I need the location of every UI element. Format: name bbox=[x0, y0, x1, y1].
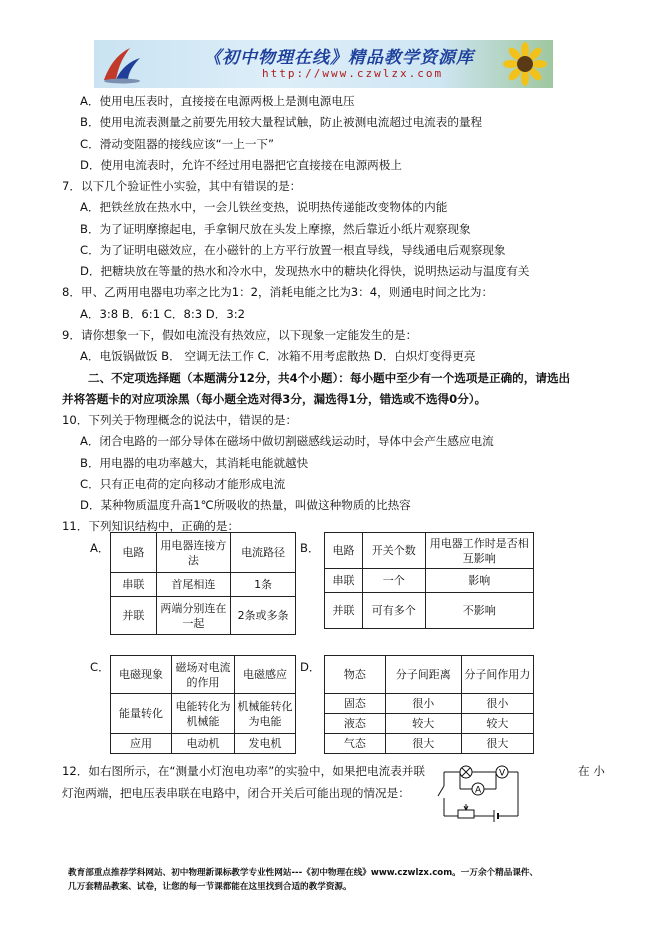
table-cell: 开关个数 bbox=[362, 533, 425, 569]
table-cell: 很大 bbox=[461, 734, 533, 754]
table-cell: 电路 bbox=[111, 533, 157, 573]
text-line: A．把铁丝放在热水中，一会儿铁丝变热，说明热传递能改变物体的内能 bbox=[80, 200, 448, 214]
logo-icon bbox=[100, 44, 144, 84]
table-row bbox=[325, 734, 534, 754]
voltmeter-label: V bbox=[499, 768, 506, 779]
table-cell: 较大 bbox=[461, 714, 533, 734]
option-b-label: B． bbox=[300, 541, 320, 555]
text-line: 7．以下几个验证性小实验，其中有错误的是： bbox=[62, 179, 302, 193]
table-cell: 较大 bbox=[385, 714, 461, 734]
table-cell: 用电器工作时是否相互影响 bbox=[425, 533, 533, 569]
text-line: B．为了证明摩擦起电，手拿铜尺放在头发上摩擦，然后靠近小纸片观察现象 bbox=[80, 222, 471, 236]
circuit-diagram bbox=[434, 762, 522, 824]
sunflower-icon bbox=[503, 42, 547, 86]
table-cell: 不影响 bbox=[425, 593, 533, 629]
footer-line-2: 几万套精品教案、试卷，让您的每一节课都能在这里找到合适的教学资源。 bbox=[68, 882, 352, 892]
table-c bbox=[110, 655, 296, 754]
table-cell: 气态 bbox=[325, 734, 386, 754]
text-line: A．闭合电路的一部分导体在磁场中做切割磁感线运动时，导体中会产生感应电流 bbox=[80, 434, 494, 448]
table-row bbox=[325, 694, 534, 714]
table-cell: 影响 bbox=[425, 569, 533, 593]
table-row bbox=[325, 533, 534, 569]
table-cell: 串联 bbox=[111, 573, 157, 597]
table-cell: 电流路径 bbox=[231, 533, 296, 573]
table-row bbox=[111, 734, 296, 754]
banner-title: 《初中物理在线》精品教学资源库 bbox=[204, 48, 474, 68]
header-banner bbox=[94, 40, 553, 88]
text-line: C．只有正电荷的定向移动才能形成电流 bbox=[80, 477, 286, 491]
table-cell: 用电器连接方法 bbox=[156, 533, 230, 573]
text-line: A．电饭锅做饭 B． 空调无法工作 C．冰箱不用考虑散热 D．白炽灯变得更亮 bbox=[80, 349, 476, 363]
text-line: D．使用电流表时，允许不经过用电器把它直接接在电源两极上 bbox=[80, 158, 402, 172]
table-cell: 很大 bbox=[385, 734, 461, 754]
table-cell: 电路 bbox=[325, 533, 363, 569]
text-line: B．用电器的电功率越大，其消耗电能就越快 bbox=[80, 456, 309, 470]
table-cell: 首尾相连 bbox=[156, 573, 230, 597]
option-c-label: C． bbox=[90, 660, 110, 674]
table-cell: 固态 bbox=[325, 694, 386, 714]
table-d bbox=[324, 655, 534, 754]
text-line: 12．如右图所示，在“测量小灯泡电功率”的实验中，如果把电流表并联 bbox=[62, 764, 425, 778]
table-cell: 机械能转化为电能 bbox=[234, 694, 295, 734]
table-cell: 并联 bbox=[111, 597, 157, 635]
text-line: C．为了证明电磁效应，在小磁针的上方平行放置一根直导线，导线通电后观察现象 bbox=[80, 243, 506, 257]
ammeter-label: A bbox=[475, 785, 482, 796]
table-cell: 很小 bbox=[461, 694, 533, 714]
table-row bbox=[325, 593, 534, 629]
table-cell: 发电机 bbox=[234, 734, 295, 754]
table-cell: 能量转化 bbox=[111, 694, 172, 734]
table-cell: 物态 bbox=[325, 656, 386, 694]
text-line: C．滑动变阻器的接线应该“一上一下” bbox=[80, 137, 275, 151]
text-line: 9．请你想象一下，假如电流没有热效应，以下现象一定能发生的是： bbox=[62, 328, 418, 342]
text-line: 8．甲、乙两用电器电功率之比为1：2，消耗电能之比为3：4，则通电时间之比为： bbox=[62, 285, 494, 299]
table-cell: 一个 bbox=[362, 569, 425, 593]
table-cell: 电磁现象 bbox=[111, 656, 172, 694]
text-line: D．某种物质温度升高1℃所吸收的热量，叫做这种物质的比热容 bbox=[80, 498, 411, 512]
text-line: A．使用电压表时，直接接在电源两极上是测电源电压 bbox=[80, 94, 355, 108]
text-line: 二、不定项选择题（本题满分12分，共4个小题）：每小题中至少有一个选项是正确的，请选出 bbox=[88, 371, 571, 385]
table-row bbox=[325, 714, 534, 734]
table-row bbox=[111, 573, 296, 597]
option-a-label: A． bbox=[90, 541, 110, 555]
text-line: A．3:8 B．6:1 C．8:3 D．3:2 bbox=[80, 307, 245, 321]
table-cell: 很小 bbox=[385, 694, 461, 714]
text-line: 在 小 bbox=[578, 764, 605, 778]
text-line: D．把糖块放在等量的热水和冷水中，发现热水中的糖块化得快，说明热运动与温度有关 bbox=[80, 264, 530, 278]
table-row bbox=[111, 533, 296, 573]
table-cell: 2条或多条 bbox=[231, 597, 296, 635]
table-row bbox=[111, 597, 296, 635]
text-line: 11．下列知识结构中，正确的是： bbox=[62, 519, 240, 533]
footer-line-1: 教育部重点推荐学科网站、初中物理新课标教学专业性网站---《初中物理在线》www.czwlzx.com。一万余个精品课件、 bbox=[68, 868, 539, 878]
table-cell: 电动机 bbox=[172, 734, 235, 754]
table-cell: 磁场对电流的作用 bbox=[172, 656, 235, 694]
table-a bbox=[110, 532, 296, 635]
table-cell: 分子间作用力 bbox=[461, 656, 533, 694]
table-cell: 1条 bbox=[231, 573, 296, 597]
table-cell: 串联 bbox=[325, 569, 363, 593]
table-cell: 液态 bbox=[325, 714, 386, 734]
table-row bbox=[111, 694, 296, 734]
table-b bbox=[324, 532, 534, 629]
table-cell: 应用 bbox=[111, 734, 172, 754]
table-row bbox=[325, 656, 534, 694]
table-row bbox=[111, 656, 296, 694]
text-line: 灯泡两端，把电压表串联在电路中，闭合开关后可能出现的情况是： bbox=[62, 786, 410, 800]
option-d-label: D． bbox=[300, 660, 321, 674]
text-line: B．使用电流表测量之前要先用较大量程试触，防止被测电流超过电流表的量程 bbox=[80, 115, 483, 129]
table-cell: 两端分别连在一起 bbox=[156, 597, 230, 635]
table-cell: 电能转化为机械能 bbox=[172, 694, 235, 734]
text-line: 并将答题卡的对应项涂黑（每小题全选对得3分，漏选得1分，错选或不选得0分）。 bbox=[62, 392, 487, 406]
banner-url[interactable]: http://www.czwlzx.com bbox=[262, 67, 444, 80]
table-row bbox=[325, 569, 534, 593]
text-line: 10．下列关于物理概念的说法中，错误的是： bbox=[62, 413, 298, 427]
table-cell: 分子间距离 bbox=[385, 656, 461, 694]
table-cell: 电磁感应 bbox=[234, 656, 295, 694]
table-cell: 可有多个 bbox=[362, 593, 425, 629]
table-cell: 并联 bbox=[325, 593, 363, 629]
